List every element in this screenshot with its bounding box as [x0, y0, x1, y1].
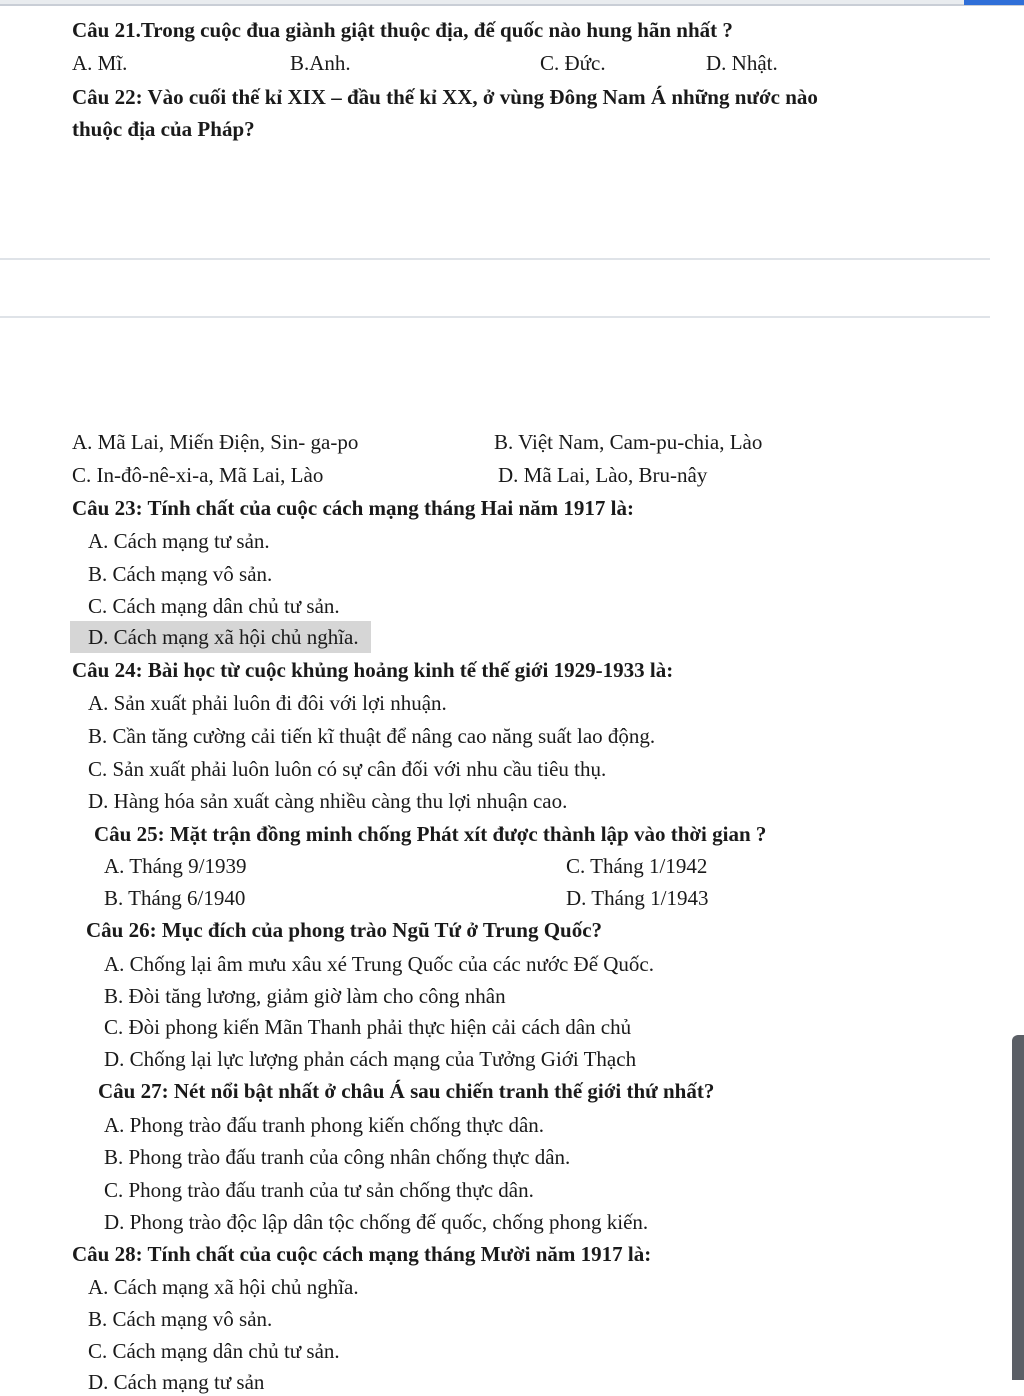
q28-option-a: A. Cách mạng xã hội chủ nghĩa.	[88, 1275, 359, 1299]
q25-option-b: B. Tháng 6/1940	[104, 886, 246, 910]
q26-option-d: D. Chống lại lực lượng phản cách mạng của Tưởng Giới Thạch	[104, 1047, 637, 1071]
scrollbar[interactable]	[1012, 1035, 1024, 1380]
q23-option-b: B. Cách mạng vô sản.	[88, 562, 273, 586]
q23-option-a: A. Cách mạng tư sản.	[88, 529, 270, 553]
q25-option-a: A. Tháng 9/1939	[104, 854, 247, 878]
q27-title: Câu 27: Nét nổi bật nhất ở châu Á sau chiến tranh thế giới thứ nhất?	[98, 1079, 715, 1103]
q23-option-d-highlighted: D. Cách mạng xã hội chủ nghĩa.	[70, 621, 371, 653]
q23-option-c: C. Cách mạng dân chủ tư sản.	[88, 594, 340, 618]
q27-option-c: C. Phong trào đấu tranh của tư sản chống thực dân.	[104, 1178, 534, 1202]
q25-title: Câu 25: Mặt trận đồng minh chống Phát xít được thành lập vào thời gian ?	[94, 822, 767, 846]
q28-option-b: B. Cách mạng vô sản.	[88, 1307, 273, 1331]
q26-option-a: A. Chống lại âm mưu xâu xé Trung Quốc của các nước Đế Quốc.	[104, 952, 654, 976]
q21-title: Câu 21.Trong cuộc đua giành giật thuộc địa, đế quốc nào hung hãn nhất ?	[72, 18, 733, 42]
q22-option-d: D. Mã Lai, Lào, Bru-nây	[498, 463, 708, 487]
q27-option-b: B. Phong trào đấu tranh của công nhân chống thực dân.	[104, 1145, 571, 1169]
separator	[0, 258, 990, 260]
top-rule	[0, 0, 1024, 6]
q26-option-c: C. Đòi phong kiến Mãn Thanh phải thực hiện cải cách dân chủ	[104, 1015, 632, 1039]
q25-option-d: D. Tháng 1/1943	[566, 886, 709, 910]
q22-option-a: A. Mã Lai, Miến Điện, Sin- ga-po	[72, 430, 359, 454]
q23-title: Câu 23: Tính chất của cuộc cách mạng tháng Hai năm 1917 là:	[72, 496, 634, 520]
q28-option-d-cutoff: D. Cách mạng tư sản	[88, 1370, 265, 1394]
q21-option-c: C. Đức.	[540, 51, 606, 75]
q27-option-a: A. Phong trào đấu tranh phong kiến chống thực dân.	[104, 1113, 545, 1137]
q22-option-c: C. In-đô-nê-xi-a, Mã Lai, Lào	[72, 463, 324, 487]
q26-option-b: B. Đòi tăng lương, giảm giờ làm cho công nhân	[104, 984, 506, 1008]
q24-option-b: B. Cần tăng cường cải tiến kĩ thuật để nâng cao năng suất lao động.	[88, 724, 656, 748]
q28-option-c: C. Cách mạng dân chủ tư sản.	[88, 1339, 340, 1363]
q24-option-c: C. Sản xuất phải luôn luôn có sự cân đối với nhu cầu tiêu thụ.	[88, 757, 607, 781]
q24-option-a: A. Sản xuất phải luôn đi đôi với lợi nhuận.	[88, 691, 447, 715]
q24-option-d: D. Hàng hóa sản xuất càng nhiều càng thu lợi nhuận cao.	[88, 789, 568, 813]
top-accent-bar	[964, 0, 1024, 5]
q21-option-b: B.Anh.	[290, 51, 351, 75]
q21-option-a: A. Mĩ.	[72, 51, 128, 75]
q27-option-d: D. Phong trào độc lập dân tộc chống đế quốc, chống phong kiến.	[104, 1210, 649, 1234]
q22-option-b: B. Việt Nam, Cam-pu-chia, Lào	[494, 430, 763, 454]
q28-title: Câu 28: Tính chất của cuộc cách mạng tháng Mười năm 1917 là:	[72, 1242, 652, 1266]
separator	[0, 316, 990, 318]
q25-option-c: C. Tháng 1/1942	[566, 854, 708, 878]
q26-title: Câu 26: Mục đích của phong trào Ngũ Tứ ở Trung Quốc?	[86, 918, 603, 942]
q21-option-d: D. Nhật.	[706, 51, 778, 75]
q22-title-line1: Câu 22: Vào cuối thế kỉ XIX – đầu thế kỉ XX, ở vùng Đông Nam Á những nước nào	[72, 85, 818, 109]
q22-title-line2: thuộc địa của Pháp?	[72, 117, 255, 141]
q24-title: Câu 24: Bài học từ cuộc khủng hoảng kinh tế thế giới 1929-1933 là:	[72, 658, 674, 682]
